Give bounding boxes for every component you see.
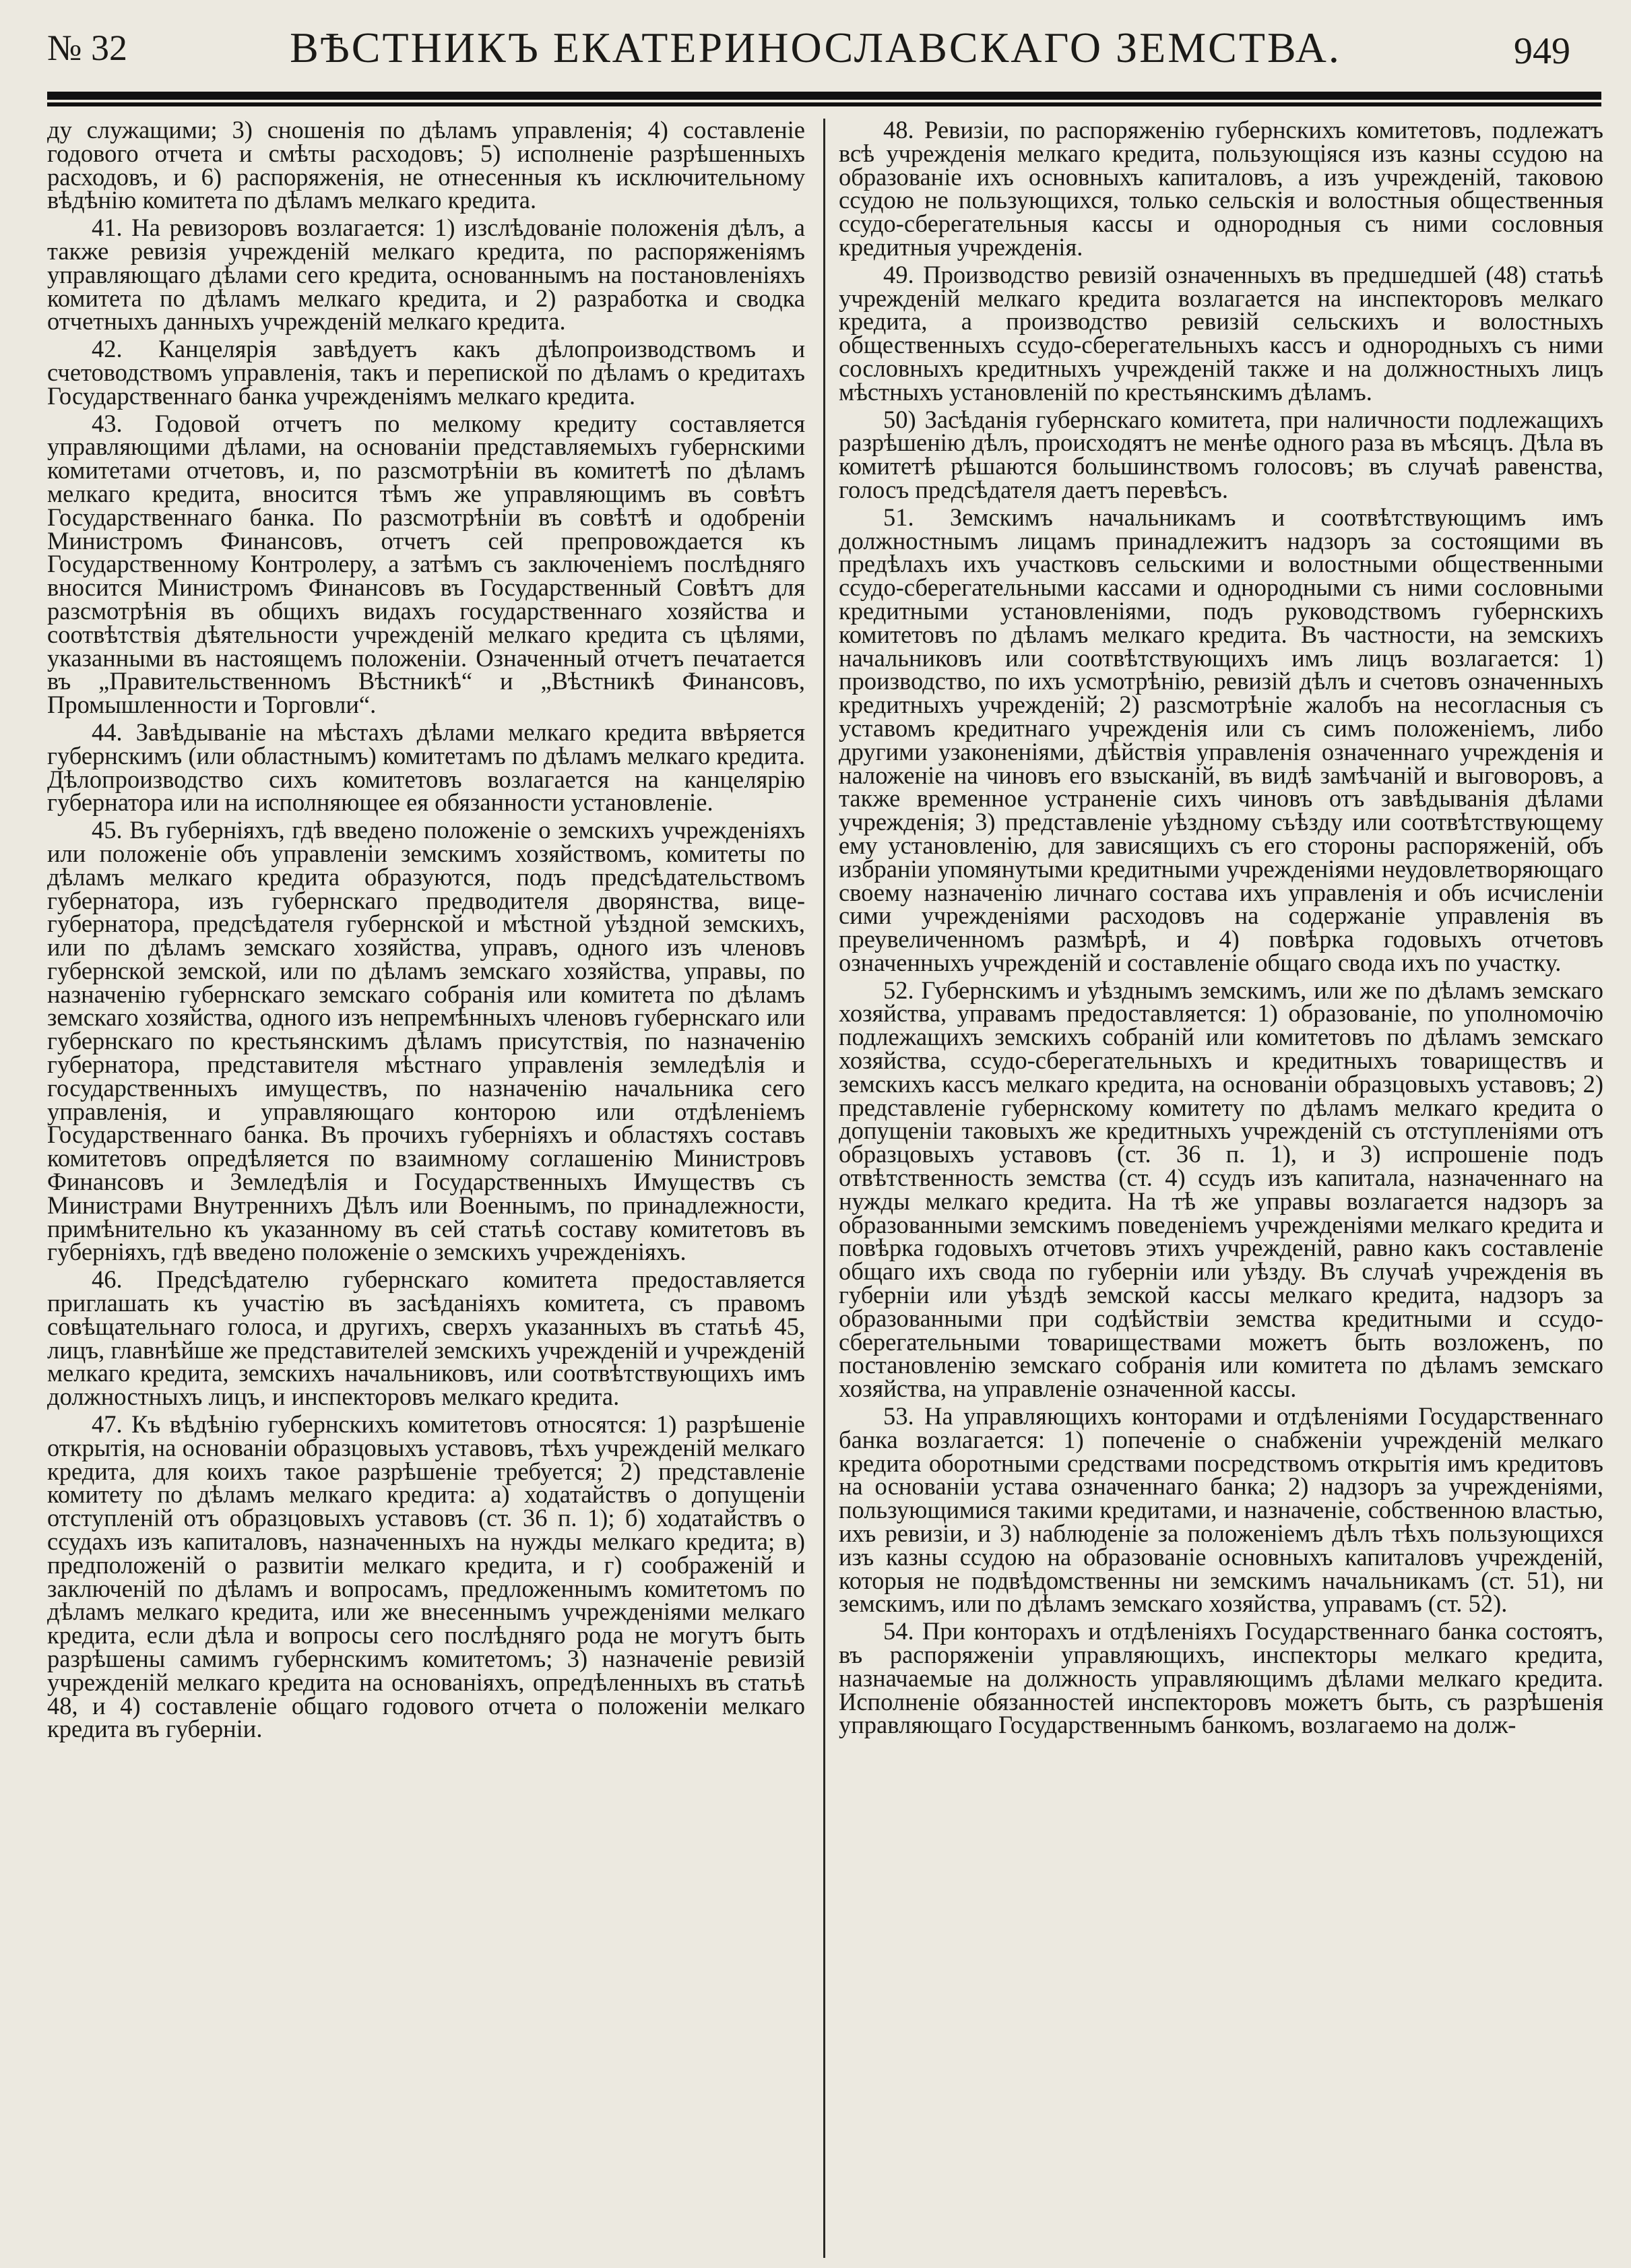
paragraph: 48. Ревизіи, по распоряженію губернскихъ комитетовъ, подлежатъ всѣ учрежденія мелкаго кредита, пользующіяся изъ казны ссудою на образованіе ихъ основныхъ капиталовъ, а изъ учрежденій, таковою ссудою не пользующихся, только сельскія и волостныя общественныя ссудо-сберегательныя кассы и однородныя съ ними сословныя кредитныя учрежденія.	[839, 119, 1603, 261]
paragraph: 42. Канцелярія завѣдуетъ какъ дѣлопроизводствомъ и счетоводствомъ управленія, такъ и перепиской по дѣламъ о кредитахъ Государственнаго банка учрежденіямъ мелкаго кредита.	[47, 335, 805, 410]
paragraph: 47. Къ вѣдѣнію губернскихъ комитетовъ относятся: 1) разрѣшеніе открытія, на основаніи образцовыхъ уставовъ, тѣхъ учрежденій мелкаго кредита, для коихъ такое разрѣшеніе требуется; 2) представленіе комитету по дѣламъ мелкаго кредита: а) ходатайствъ о допущеніи отступленій отъ образцовыхъ уставовъ (ст. 36 п. 1); б) ходатайствъ о ссудахъ изъ капиталовъ, назначенныхъ на нужды мелкаго кредита; в) предположеній о развитіи мелкаго кредита, и г) соображеній и заключеній по дѣламъ и вопросамъ, предложеннымъ комитетомъ по дѣламъ мелкаго кредита, или же внесеннымъ учрежденіями мелкаго кредита, если дѣла и вопросы сего послѣдняго рода не могутъ быть разрѣшены самимъ губернскимъ комитетомъ; 3) назначеніе ревизій учрежденій мелкаго кредита на основаніяхъ, опредѣленныхъ въ статьѣ 48, и 4) составленіе общаго годового отчета о положеніи мелкаго кредита въ губерніи.	[47, 1410, 805, 1743]
right-column	[839, 119, 1603, 2258]
header-rule	[47, 92, 1601, 102]
journal-title: ВѢСТНИКЪ ЕКАТЕРИНОСЛАВСКАГО ЗЕМСТВА.	[290, 24, 1341, 71]
paragraph: 44. Завѣдываніе на мѣстахъ дѣлами мелкаго кредита ввѣряется губернскимъ (или областнымъ) комитетамъ по дѣламъ мелкаго кредита. Дѣлопроизводство сихъ комитетовъ возлагается на канцелярію губернатора или на исполняющее ея обязанности установленіе.	[47, 718, 805, 817]
paragraph: 51. Земскимъ начальникамъ и соотвѣтствующимъ имъ должностнымъ лицамъ принадлежитъ надзоръ за состоящими въ предѣлахъ ихъ участковъ сельскими и волостными общественными ссудо-сберегательными кассами и однородными съ ними сословными кредитными установленіями, подъ руководствомъ губернскихъ комитетовъ по дѣламъ мелкаго кредита. Въ частности, на земскихъ начальниковъ или соотвѣтствующихъ имъ лицъ возлагается: 1) производство, по ихъ усмотрѣнію, ревизій дѣлъ и счетовъ означенныхъ кредитныхъ учрежденій; 2) разсмотрѣніе жалобъ на несогласныя съ уставомъ кредитнаго учрежденія или съ симъ положеніемъ, либо другими узаконеніями, дѣйствія управленія означеннаго учрежденія и наложеніе на чиновъ его взысканій, въ видѣ замѣчаній и выговоровъ, а также временное устраненіе сихъ чиновъ отъ завѣдыванія дѣлами учрежденія; 3) представленіе уѣздному съѣзду или соотвѣтствующему ему установленію, для зависящихъ съ его стороны распоряженій, объ избраніи упомянутыми кредитными учрежденіями неудовлетворяющаго своему назначенію личнаго состава ихъ управленія и объ исчисленіи сими учрежденіями расходовъ на содержаніе управленія въ преувеличенномъ размѣрѣ, и 4) повѣрка годовыхъ отчетовъ означенныхъ учрежденій и составленіе общаго свода ихъ по участку.	[839, 503, 1603, 976]
column-divider	[823, 119, 825, 2258]
paragraph: 50) Засѣданія губернскаго комитета, при наличности подлежащихъ разрѣшенію дѣлъ, происходятъ не менѣе одного раза въ мѣсяцъ. Дѣла въ комитетѣ рѣшаются большинствомъ голосовъ; въ случаѣ равенства, голосъ предсѣдателя даетъ перевѣсъ.	[839, 405, 1603, 503]
left-column	[47, 119, 805, 2258]
paragraph: 52. Губернскимъ и уѣзднымъ земскимъ, или же по дѣламъ земскаго хозяйства, управамъ предоставляется: 1) образованіе, по уполномочію подлежащихъ земскихъ собраній или комитетовъ по дѣламъ земскаго хозяйства, ссудо-сберегательныхъ и кредитныхъ товариществъ и земскихъ кассъ мелкаго кредита, на основаніи образцовыхъ уставовъ; 2) представленіе губернскому комитету по дѣламъ мелкаго кредита о допущеніи таковыхъ же кредитныхъ учрежденій съ отступленіями отъ образцовыхъ уставовъ (ст. 36 п. 1), и 3) испрошеніе подъ отвѣтственность земства (ст. 4) ссудъ изъ капитала, назначеннаго на нужды мелкаго кредита. На тѣ же управы возлагается надзоръ за образованными земскимъ поведеніемъ учрежденіями мелкаго кредита и повѣрка годовыхъ отчетовъ этихъ учрежденій, равно какъ составленіе общаго ихъ свода по губерніи или уѣзду. Въ случаѣ учрежденія въ губерніи или уѣздѣ земской кассы мелкаго кредита, надзоръ за образованными при содѣйствіи земства кредитными и ссудо-сберегательными товариществами можетъ быть возложенъ, по постановленію земскаго собранія или комитета по дѣламъ земскаго хозяйства, на управленіе означенной кассы.	[839, 976, 1603, 1403]
paragraph: 49. Производство ревизій означенныхъ въ предшедшей (48) статьѣ учрежденій мелкаго кредита возлагается на инспекторовъ мелкаго кредита, а производство ревизій сельскихъ и волостныхъ общественныхъ ссудо-сберегательныхъ кассъ и однородныхъ съ ними сословныхъ кредитныхъ учрежденій также и на должностныхъ лицъ мѣстныхъ установленій по крестьянскимъ дѣламъ.	[839, 260, 1603, 406]
paragraph: ду служащими; 3) сношенія по дѣламъ управленія; 4) составленіе годового отчета и смѣты расходовъ; 5) исполненіе разрѣшенныхъ расходовъ, и 6) распоряженія, не отнесенныя къ исключительному вѣдѣнію комитета по дѣламъ мелкаго кредита.	[47, 119, 805, 214]
paragraph: 41. На ревизоровъ возлагается: 1) изслѣдованіе положенія дѣлъ, а также ревизія учрежденій мелкаго кредита, по распоряженіямъ управляющаго дѣлами сего кредита, основаннымъ на постановленіяхъ комитета по дѣламъ мелкаго кредита, и 2) разработка и сводка отчетныхъ данныхъ учрежденій мелкаго кредита.	[47, 214, 805, 336]
page-number: 949	[1514, 30, 1570, 72]
paragraph: 43. Годовой отчетъ по мелкому кредиту составляется управляющими дѣлами, на основаніи представляемыхъ губернскими комитетами отчетовъ, и, по разсмотрѣніи въ комитетѣ по дѣламъ мелкаго кредита, вносится тѣмъ же управляющимъ въ совѣтъ Государственнаго банка. По разсмотрѣніи въ совѣтѣ и одобреніи Министромъ Финансовъ, отчетъ сей препровождается къ Государственному Контролеру, а затѣмъ съ заключеніемъ послѣдняго вносится Министромъ Финансовъ въ Государственный Совѣтъ для разсмотрѣнія въ общихъ видахъ государственнаго хозяйства и соотвѣтствія дѣятельности учрежденій мелкаго кредита съ цѣлями, указанными въ настоящемъ положеніи. Означенный отчетъ печатается въ „Правительственномъ Вѣстникѣ“ и „Вѣстникѣ Финансовъ, Промышленности и Торговли“.	[47, 409, 805, 719]
paragraph: 54. При конторахъ и отдѣленіяхъ Государственнаго банка состоятъ, въ распоряженіи управляющихъ, инспекторы мелкаго кредита, назначаемые на должность управляющимъ дѣлами мелкаго кредита. Исполненіе обязанностей инспекторовъ можетъ быть, съ разрѣшенія управляющаго Государственнымъ банкомъ, возлагаемо на долж-	[839, 1617, 1603, 1739]
issue-number: № 32	[47, 28, 128, 68]
page-header	[40, 23, 1591, 90]
paragraph: 46. Предсѣдателю губернскаго комитета предоставляется приглашать къ участію въ засѣданіяхъ комитета, съ правомъ совѣщательнаго голоса, и другихъ, сверхъ указанныхъ въ статьѣ 45, лицъ, главнѣйше же представителей земскихъ учрежденій и учрежденій мелкаго кредита, земскихъ начальниковъ, или соотвѣтствующихъ имъ должностныхъ лицъ, и инспекторовъ мелкаго кредита.	[47, 1265, 805, 1411]
paragraph: 53. На управляющихъ конторами и отдѣленіями Государственнаго банка возлагается: 1) попеченіе о снабженіи учрежденій мелкаго кредита оборотными средствами посредствомъ открытія имъ кредитовъ на основаніи устава означеннаго банка; 2) надзоръ за учрежденіями, пользующимися такими кредитами, и назначеніе, собственною властью, ихъ ревизіи, и 3) наблюденіе за положеніемъ дѣлъ тѣхъ пользующихся изъ казны ссудою на образованіе основныхъ капиталовъ учрежденій, которыя не подвѣдомственны ни земскимъ начальникамъ (ст. 51), ни земскимъ, или по дѣламъ земскаго хозяйства, управамъ (ст. 52).	[839, 1402, 1603, 1618]
paragraph: 45. Въ губерніяхъ, гдѣ введено положеніе о земскихъ учрежденіяхъ или положеніе объ управленіи земскимъ хозяйствомъ, комитеты по дѣламъ мелкаго кредита образуются, подъ предсѣдательствомъ губернатора, изъ губернскаго предводителя дворянства, вице-губернатора, предсѣдателя губернской и мѣстной уѣздной земскихъ, или по дѣламъ земскаго хозяйства, управъ, одного изъ членовъ губернской земской, или по дѣламъ земскаго хозяйства, управы, по назначенію губернскаго земскаго собранія или комитета по дѣламъ земскаго хозяйства, одного изъ непремѣнныхъ членовъ губернскаго или губернскаго по крестьянскимъ дѣламъ присутствія, по назначенію губернатора, представителя мѣстнаго управленія земледѣлія и государственныхъ имуществъ, по назначенію начальника сего управленія, и управляющаго конторою или отдѣленіемъ Государственнаго банка. Въ прочихъ губерніяхъ и областяхъ составъ комитетовъ опредѣляется по взаимному соглашенію Министровъ Финансовъ и Земледѣлія и Государственныхъ Имуществъ съ Министрами Внутреннихъ Дѣлъ или Военнымъ, по принадлежности, примѣнительно къ указанному въ сей статьѣ составу комитетовъ въ губерніяхъ, гдѣ введено положеніе о земскихъ учрежденіяхъ.	[47, 816, 805, 1266]
